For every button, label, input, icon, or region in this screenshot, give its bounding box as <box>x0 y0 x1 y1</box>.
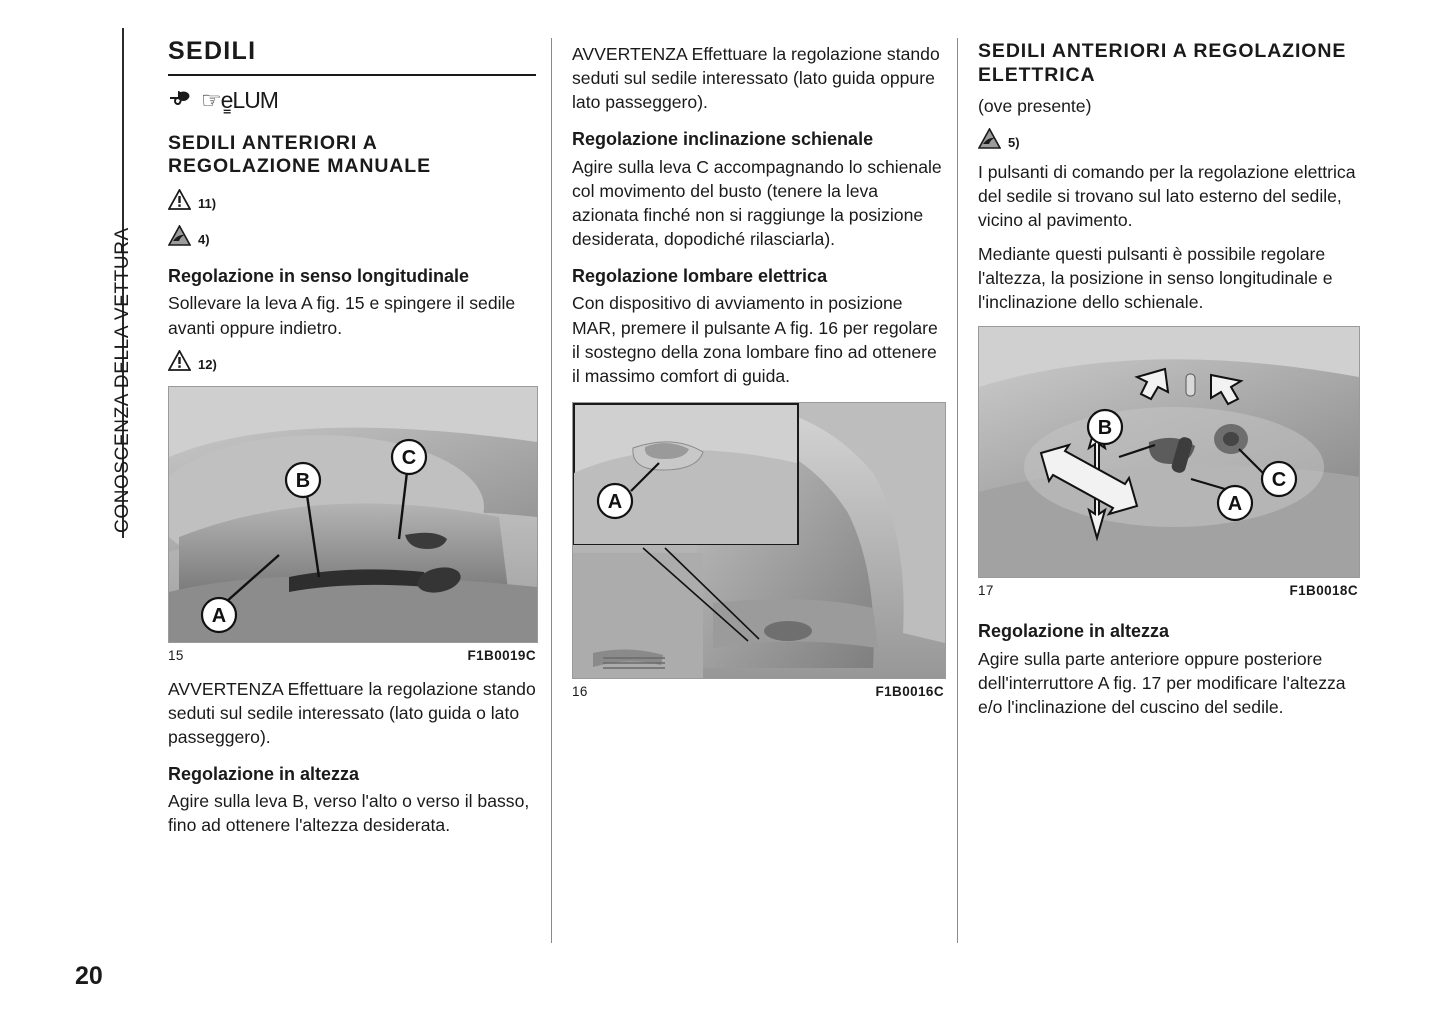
heading-height-adjustment-col1: Regolazione in altezza <box>168 763 360 784</box>
figure-17-code: F1B0018C <box>1289 583 1358 599</box>
chapter-tab <box>88 28 133 538</box>
hand-pointer-icon <box>168 86 198 115</box>
figure-17 <box>978 326 1358 598</box>
figure-16-number: 16 <box>572 683 588 699</box>
text-electric-controls-functions: Mediante questi pulsanti è possibile regolare l'altezza, la posizione in senso longitudinale e l'inclinazione dello schienale. <box>978 243 1333 313</box>
text-warning-col1: AVVERTENZA Effettuare la regolazione stando seduti sul sedile interessato (lato guida o lato passeggero). <box>168 678 536 747</box>
warning-marker-number: 11) <box>198 196 217 212</box>
text-availability: (ove presente) <box>978 95 1092 116</box>
svg-text:B: B <box>1097 417 1113 440</box>
text-electric-controls-location: I pulsanti di comando per la regolazione elettrica del sedile si trovano sul lato esterno del sedile, vicino al pavimento. <box>978 161 1356 230</box>
page-title: SEDILI <box>168 38 536 76</box>
danger-triangle-icon <box>168 225 191 246</box>
figure-16-image <box>572 402 946 679</box>
svg-text:B: B <box>295 469 311 492</box>
page-number: 20 <box>75 962 103 990</box>
heading-backrest-tilt: Regolazione inclinazione schienale <box>572 129 874 150</box>
svg-text:A: A <box>211 604 227 627</box>
figure-17-number: 17 <box>978 583 994 599</box>
attention-marker-5 <box>978 128 1358 154</box>
svg-text:A: A <box>607 490 623 513</box>
figure-15 <box>168 386 536 663</box>
text-height-adjustment-col1: Agire sulla leva B, verso l'alto o verso il basso, fino ad ottenere l'altezza desiderata. <box>168 791 530 836</box>
warning-marker-number: 12) <box>198 356 217 372</box>
figure-16-code: F1B0016C <box>875 683 944 699</box>
heading-longitudinal-adjustment: Regolazione in senso longitudinale <box>168 266 470 287</box>
svg-text:C: C <box>1271 469 1287 492</box>
figure-15-number: 15 <box>168 647 184 663</box>
svg-text:C: C <box>401 446 417 469</box>
warning-triangle-icon <box>168 350 191 371</box>
column-1 <box>168 38 536 848</box>
text-longitudinal-adjustment: Sollevare la leva A fig. 15 e spingere il sedile avanti oppure indietro. <box>168 293 516 338</box>
column-divider-1 <box>551 38 552 943</box>
danger-triangle-icon <box>978 128 1001 149</box>
pictogram-row <box>168 86 536 116</box>
column-3 <box>978 38 1358 729</box>
attention-marker-number: 5) <box>1008 134 1020 150</box>
text-height-adjustment-col3: Agire sulla parte anteriore oppure posteriore dell'interruttore A fig. 17 per modificare l'altezza e/o l'inclinazione del cuscino del sedile. <box>978 648 1346 717</box>
column-divider-2 <box>957 38 958 943</box>
column-2 <box>572 38 944 699</box>
chapter-tab-label: CONOSCENZA DELLA VETTURA <box>112 227 133 533</box>
figure-16 <box>572 402 944 699</box>
text-electric-lumbar: Con dispositivo di avviamento in posizione MAR, premere il pulsante A fig. 16 per regolare il sostegno della zona lombare fino ad ottenere il massimo comfort di guida. <box>572 293 938 386</box>
figure-15-caption <box>168 648 536 663</box>
warning-triangle-icon <box>168 189 191 210</box>
subsection-title-manual-seats: SEDILI ANTERIORI A REGOLAZIONE MANUALE <box>168 131 432 178</box>
figure-15-image <box>168 386 538 643</box>
figure-16-caption <box>572 684 944 699</box>
warning-marker-12 <box>168 350 536 376</box>
attention-marker-number: 4) <box>198 232 210 248</box>
figure-15-code: F1B0019C <box>467 647 536 663</box>
figure-17-image <box>978 326 1360 578</box>
text-backrest-tilt: Agire sulla leva C accompagnando lo schienale col movimento del busto (tenere la leva azionata finché non si raggiunge la posizione desiderata, dopodiché rilasciarla). <box>572 156 942 249</box>
svg-text:A: A <box>1227 493 1243 516</box>
subsection-title-electric-seats: SEDILI ANTERIORI A REGOLAZIONE ELETTRICA <box>978 40 1347 86</box>
text-warning-col2: AVVERTENZA Effettuare la regolazione stando seduti sul sedile interessato (lato guida oppure lato passeggero). <box>572 44 940 113</box>
warning-marker-11 <box>168 189 536 215</box>
heading-height-adjustment-col3: Regolazione in altezza <box>978 621 1170 642</box>
figure-17-caption <box>978 583 1358 598</box>
attention-marker-4 <box>168 225 536 251</box>
pictogram-glyph: ☞e̳LUM <box>201 87 278 113</box>
heading-electric-lumbar: Regolazione lombare elettrica <box>572 266 828 287</box>
